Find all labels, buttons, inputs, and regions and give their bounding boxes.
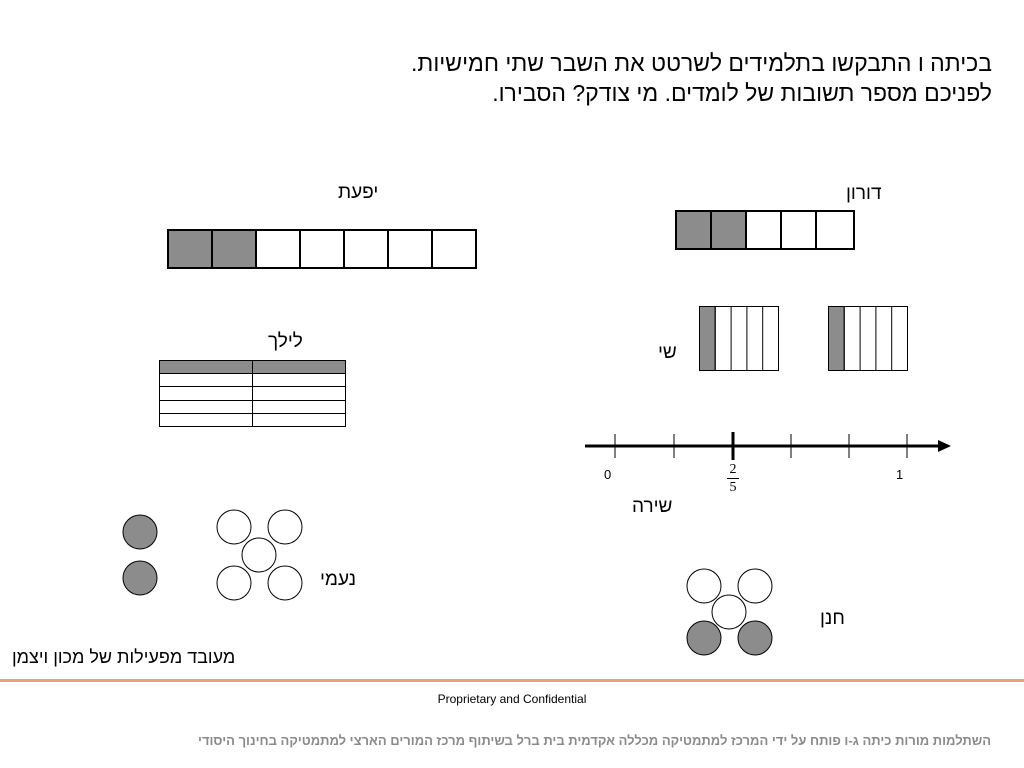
credit-text: מעובד מפעילות של מכון ויצמן bbox=[12, 647, 236, 667]
student-name-lilach: לילך bbox=[268, 331, 303, 352]
naomi-circle bbox=[268, 510, 302, 544]
doron-fraction-bar bbox=[675, 210, 855, 250]
program-footer-text: השתלמות מורות כיתה ג-ו פותח על ידי המרכז למתמטיקה מכללה אקדמית בית ברל בשיתוף מרכז המורים הארצי למתמטיקה בחינוך היסודי bbox=[198, 733, 991, 748]
fraction-numerator: 2 bbox=[729, 462, 737, 477]
shai-rectangle-right bbox=[828, 306, 910, 372]
hanan-circle bbox=[712, 595, 746, 629]
question-line-1: בכיתה ו התבקשו בתלמידים לשרטט את השבר שתי חמישיות. bbox=[411, 50, 992, 76]
hanan-circles bbox=[680, 566, 780, 656]
student-name-shira: שירה bbox=[632, 496, 673, 517]
yifat-fraction-bar bbox=[167, 229, 477, 269]
doron-cell-shaded bbox=[710, 210, 747, 250]
naomi-circle bbox=[242, 538, 276, 572]
yifat-cell-shaded bbox=[211, 229, 257, 269]
student-name-naomi: נעמי bbox=[320, 569, 357, 590]
lilach-cell-shaded bbox=[160, 361, 253, 374]
hanan-circle-shaded bbox=[687, 621, 721, 655]
number-line-one-label: 1 bbox=[896, 467, 904, 482]
number-line-zero-label: 0 bbox=[604, 467, 612, 482]
student-name-doron: דורון bbox=[846, 183, 882, 204]
lilach-grid bbox=[159, 360, 347, 428]
yifat-cell bbox=[431, 229, 477, 269]
shai-rectangle-left bbox=[699, 306, 781, 372]
footer-divider bbox=[0, 679, 1024, 682]
fraction-denominator: 5 bbox=[729, 480, 737, 495]
question-line-2: לפניכם מספר תשובות של לומדים. מי צודק? הסבירו. bbox=[492, 80, 992, 106]
naomi-circle-shaded bbox=[123, 515, 157, 549]
yifat-cell bbox=[343, 229, 389, 269]
doron-cell bbox=[780, 210, 817, 250]
naomi-circles bbox=[115, 505, 310, 605]
question-text bbox=[192, 48, 992, 108]
yifat-cell bbox=[299, 229, 345, 269]
student-name-hanan: חנן bbox=[820, 608, 845, 629]
doron-cell bbox=[815, 210, 855, 250]
yifat-cell bbox=[255, 229, 301, 269]
lilach-cell-shaded bbox=[253, 361, 346, 374]
shai-strip-shaded bbox=[829, 307, 845, 371]
shai-strip-shaded bbox=[700, 307, 716, 371]
naomi-circle bbox=[217, 566, 251, 600]
fraction-bar bbox=[727, 478, 739, 479]
doron-cell bbox=[745, 210, 782, 250]
student-name-yifat: יפעת bbox=[338, 182, 379, 203]
confidential-text: Proprietary and Confidential bbox=[437, 692, 587, 706]
doron-cell-shaded bbox=[675, 210, 712, 250]
hanan-circle-shaded bbox=[738, 621, 772, 655]
number-line-fraction bbox=[726, 462, 740, 495]
arrow-head bbox=[938, 440, 951, 452]
naomi-circle bbox=[217, 510, 251, 544]
naomi-circle-shaded bbox=[123, 561, 157, 595]
naomi-circle bbox=[268, 566, 302, 600]
yifat-cell-shaded bbox=[167, 229, 213, 269]
shira-number-line bbox=[585, 430, 955, 462]
yifat-cell bbox=[387, 229, 433, 269]
hanan-circle bbox=[687, 569, 721, 603]
hanan-circle bbox=[738, 569, 772, 603]
student-name-shai: שי bbox=[658, 342, 677, 363]
